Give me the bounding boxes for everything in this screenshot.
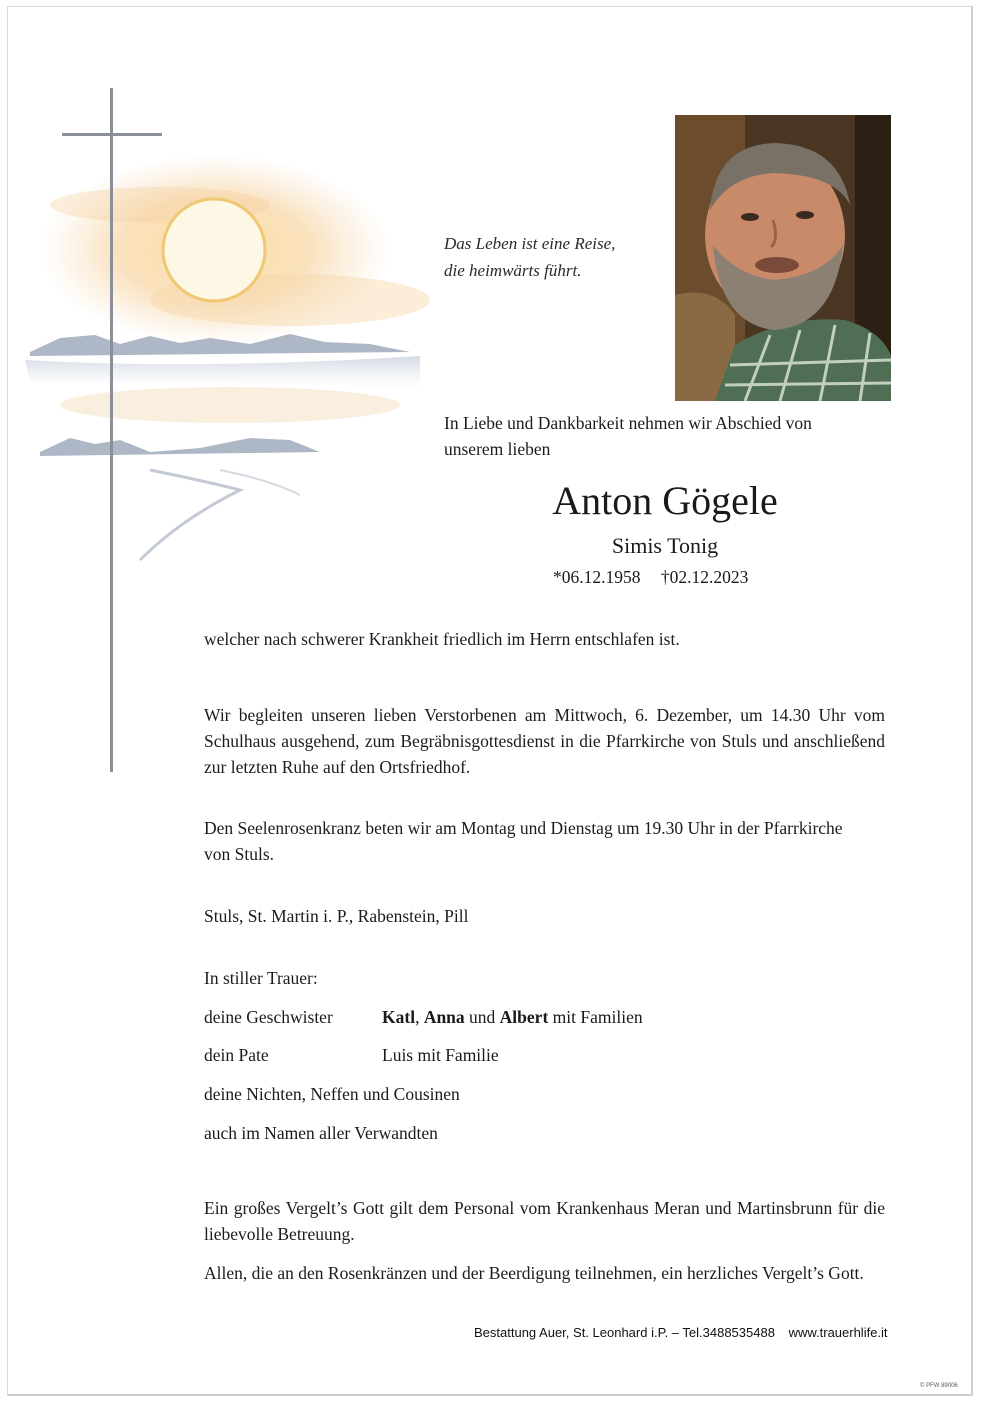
quote-line-2: die heimwärts führt. <box>444 261 582 280</box>
mourners-row-godparent <box>204 1043 499 1067</box>
deceased-nickname: Simis Tonig <box>611 533 719 558</box>
birth-date: *06.12.1958 <box>553 567 641 587</box>
undertaker-info: Bestattung Auer, St. Leonhard i.P. – Tel.3488535488 <box>474 1325 775 1340</box>
mourners-row-relatives: deine Nichten, Neffen und Cousinen <box>204 1084 460 1104</box>
passing-text: welcher nach schwerer Krankheit friedlich im Herrn entschlafen ist. <box>204 629 680 649</box>
funeral-text: Wir begleiten unseren lieben Verstorbenen am Mittwoch, 6. Dezember, um 14.30 Uhr vom Schulhaus ausgehend, zum Begräbnisgottesdienst in die Pfarrkirche von Stuls und anschließend zur letzten Ruhe auf den Ortsfriedhof. <box>204 705 885 777</box>
siblings-value <box>382 1005 643 1029</box>
mourners-heading: In stiller Trauer: <box>204 968 318 988</box>
sibling-name: Anna <box>423 1007 465 1027</box>
rosary-text: Den Seelenrosenkranz beten wir am Montag und Dienstag um 19.30 Uhr in der Pfarrkirche von Stuls. <box>204 818 843 864</box>
godparent-value: Luis mit Familie <box>382 1045 499 1065</box>
intro-line-2: unserem lieben <box>444 439 551 459</box>
quote-line-1: Das Leben ist eine Reise, <box>444 234 616 253</box>
separator: und <box>469 1007 496 1027</box>
places-text: Stuls, St. Martin i. P., Rabenstein, Pill <box>204 906 469 926</box>
epitaph-quote <box>444 230 674 284</box>
separator: , <box>415 1007 420 1027</box>
thanks-text-1: Ein großes Vergelt’s Gott gilt dem Personal vom Krankenhaus Meran und Martinsbrunn für die liebevolle Betreuung. <box>204 1198 885 1244</box>
deceased-name: Anton Gögele <box>552 478 778 523</box>
print-code: © PFW 89006 <box>920 1383 958 1389</box>
thanks-text-2: Allen, die an den Rosenkränzen und der Beerdigung teilnehmen, ein herzliches Vergelt’s Gott. <box>204 1263 864 1283</box>
mourners-row-all-relatives: auch im Namen aller Verwandten <box>204 1123 438 1143</box>
footer <box>474 1325 888 1340</box>
portrait-photo <box>675 115 891 401</box>
siblings-suffix: mit Familien <box>552 1007 643 1027</box>
siblings-label: deine Geschwister <box>204 1007 333 1027</box>
godparent-label: dein Pate <box>204 1045 269 1065</box>
sun-icon <box>163 199 265 301</box>
sibling-name: Albert <box>499 1007 549 1027</box>
intro-line-1: In Liebe und Dankbarkeit nehmen wir Abschied von <box>444 413 812 433</box>
death-date: †02.12.2023 <box>660 567 749 587</box>
life-dates <box>553 565 764 589</box>
mountains <box>25 334 420 560</box>
intro-text <box>444 410 886 462</box>
sibling-name: Katl <box>382 1007 416 1027</box>
mourners-row-siblings <box>204 1005 643 1029</box>
website-link[interactable]: www.trauerhlife.it <box>788 1325 888 1340</box>
